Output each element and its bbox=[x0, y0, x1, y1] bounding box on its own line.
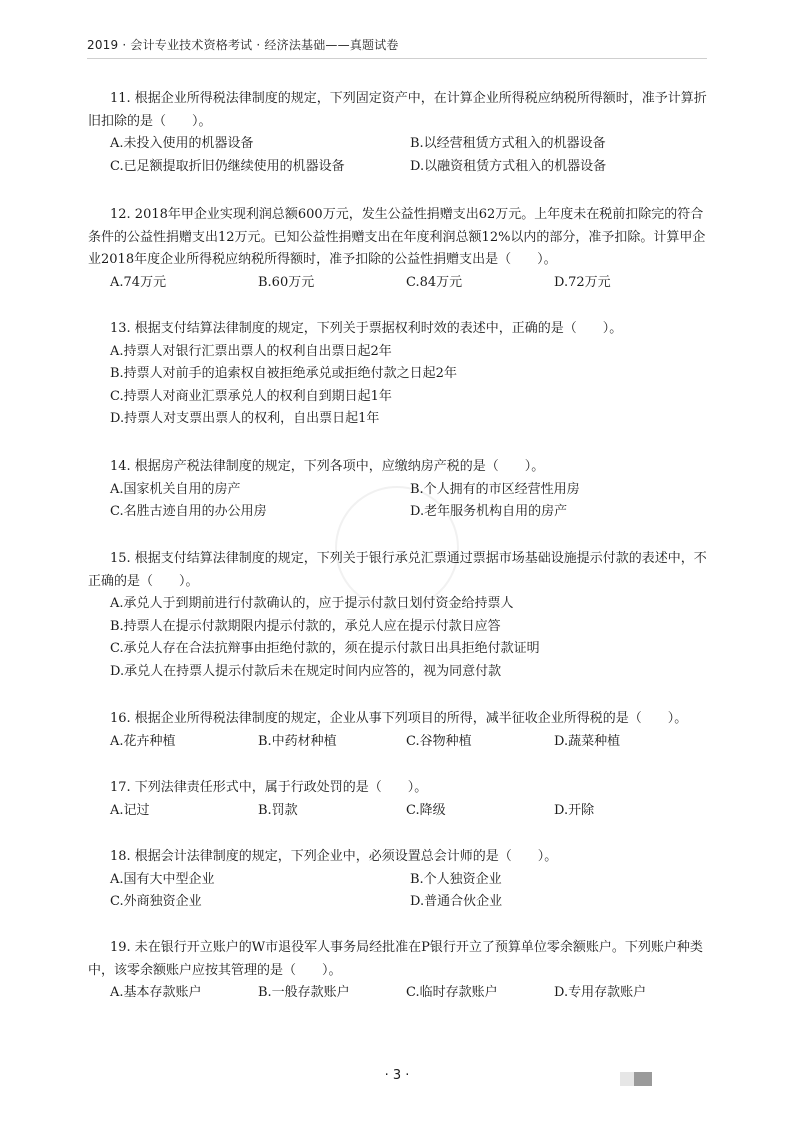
question-stem: 19. 未在银行开立账户的W市退役军人事务局经批准在P银行开立了预算单位零余额账户。下列账户种类中，该零余额账户应按其管理的是（ ）。 bbox=[88, 940, 703, 978]
option-b: B.持票人对前手的追索权自被拒绝承兑或拒绝付款之日起2年 bbox=[110, 366, 457, 381]
option-c: C.谷物种植 bbox=[406, 733, 472, 749]
option-c: C.持票人对商业汇票承兑人的权利自到期日起1年 bbox=[110, 388, 392, 404]
page-number: · 3 · bbox=[384, 1068, 410, 1083]
option-c: C.已足额提取折旧仍继续使用的机器设备 bbox=[110, 158, 345, 174]
corner-mark-dark bbox=[634, 1072, 652, 1086]
option-d: D.承兑人在持票人提示付款后未在规定时间内应答的，视为同意付款 bbox=[110, 663, 502, 679]
option-d: D.普通合伙企业 bbox=[410, 894, 503, 909]
question-12 bbox=[88, 204, 710, 294]
option-a: A.记过 bbox=[110, 802, 150, 818]
options bbox=[110, 272, 710, 295]
question-11 bbox=[88, 88, 710, 178]
question-18 bbox=[110, 846, 710, 914]
option-d: D.持票人对支票出票人的权利，自出票日起1年 bbox=[110, 411, 380, 426]
option-d: D.专用存款账户 bbox=[554, 985, 647, 1000]
option-b: B.一般存款账户 bbox=[258, 985, 350, 1000]
options bbox=[110, 869, 710, 914]
options bbox=[110, 800, 710, 823]
question-stem: 15. 根据支付结算法律制度的规定，下列关于银行承兑汇票通过票据市场基础设施提示付款的表述中，不正确的是（ ）。 bbox=[88, 551, 707, 589]
question-stem: 16. 根据企业所得税法律制度的规定，企业从事下列项目的所得，减半征收企业所得税的是（ ）。 bbox=[110, 711, 688, 726]
question-stem: 13. 根据支付结算法律制度的规定，下列关于票据权利时效的表述中，正确的是（ ）。 bbox=[110, 321, 623, 336]
options bbox=[110, 341, 710, 431]
option-b: B.持票人在提示付款期限内提示付款的，承兑人应在提示付款日应答 bbox=[110, 618, 501, 634]
option-b: B.个人拥有的市区经营性用房 bbox=[410, 481, 580, 497]
option-b: B.以经营租赁方式租入的机器设备 bbox=[410, 136, 606, 151]
option-c: C.84万元 bbox=[406, 274, 463, 290]
option-b: B.中药材种植 bbox=[258, 733, 337, 749]
option-a: A.国家机关自用的房产 bbox=[110, 481, 241, 497]
option-b: B.个人独资企业 bbox=[410, 871, 502, 887]
option-d: D.开除 bbox=[554, 802, 595, 818]
option-a: A.承兑人于到期前进行付款确认的，应于提示付款日划付资金给持票人 bbox=[110, 596, 514, 611]
option-d: D.老年服务机构自用的房产 bbox=[410, 504, 568, 519]
question-stem: 17. 下列法律责任形式中，属于行政处罚的是（ ）。 bbox=[110, 780, 428, 795]
question-stem: 11. 根据企业所得税法律制度的规定，下列固定资产中，在计算企业所得税应纳税所得额时，准予计算折旧扣除的是（ ）。 bbox=[88, 91, 707, 129]
option-d: D.蔬菜种植 bbox=[554, 733, 621, 749]
option-a: A.持票人对银行汇票出票人的权利自出票日起2年 bbox=[110, 343, 392, 359]
corner-mark bbox=[620, 1072, 652, 1086]
question-13 bbox=[110, 318, 710, 431]
options bbox=[110, 593, 710, 683]
option-c: C.承兑人存在合法抗辩事由拒绝付款的，须在提示付款日出具拒绝付款证明 bbox=[110, 641, 540, 656]
options bbox=[110, 982, 710, 1005]
question-stem: 14. 根据房产税法律制度的规定，下列各项中，应缴纳房产税的是（ ）。 bbox=[110, 459, 545, 474]
option-d: D.72万元 bbox=[554, 274, 611, 290]
option-a: A.74万元 bbox=[110, 274, 167, 290]
question-stem: 12. 2018年甲企业实现利润总额600万元，发生公益性捐赠支出62万元。上年度未在税前扣除完的符合条件的公益性捐赠支出12万元。已知公益性捐赠支出在年度利润总额12%以内的部分，准予扣除。计算甲企业2018年度企业所得税应纳税所得额时，准予扣除的公益性捐赠支出是（ ）。 bbox=[88, 207, 706, 267]
option-b: B.60万元 bbox=[258, 274, 315, 290]
options bbox=[110, 133, 710, 178]
option-c: C.临时存款账户 bbox=[406, 985, 498, 1000]
option-c: C.名胜古迹自用的办公用房 bbox=[110, 504, 267, 519]
option-a: A.国有大中型企业 bbox=[110, 871, 215, 887]
question-16 bbox=[110, 708, 710, 753]
header-divider bbox=[87, 58, 707, 59]
option-b: B.罚款 bbox=[258, 802, 298, 818]
question-14 bbox=[110, 456, 710, 524]
question-19 bbox=[88, 937, 710, 1005]
option-c: C.外商独资企业 bbox=[110, 894, 202, 909]
option-a: A.基本存款账户 bbox=[110, 985, 202, 1000]
option-d: D.以融资租赁方式租入的机器设备 bbox=[410, 158, 607, 174]
question-15 bbox=[88, 548, 710, 683]
options bbox=[110, 731, 710, 754]
options bbox=[110, 479, 710, 524]
option-a: A.花卉种植 bbox=[110, 733, 176, 749]
option-c: C.降级 bbox=[406, 802, 446, 818]
corner-mark-light bbox=[620, 1072, 634, 1086]
option-a: A.未投入使用的机器设备 bbox=[110, 136, 254, 151]
question-stem: 18. 根据会计法律制度的规定，下列企业中，必须设置总会计师的是（ ）。 bbox=[110, 849, 558, 864]
question-17 bbox=[110, 777, 710, 822]
page-header: 2019 · 会计专业技术资格考试 · 经济法基础——真题试卷 bbox=[87, 38, 399, 52]
